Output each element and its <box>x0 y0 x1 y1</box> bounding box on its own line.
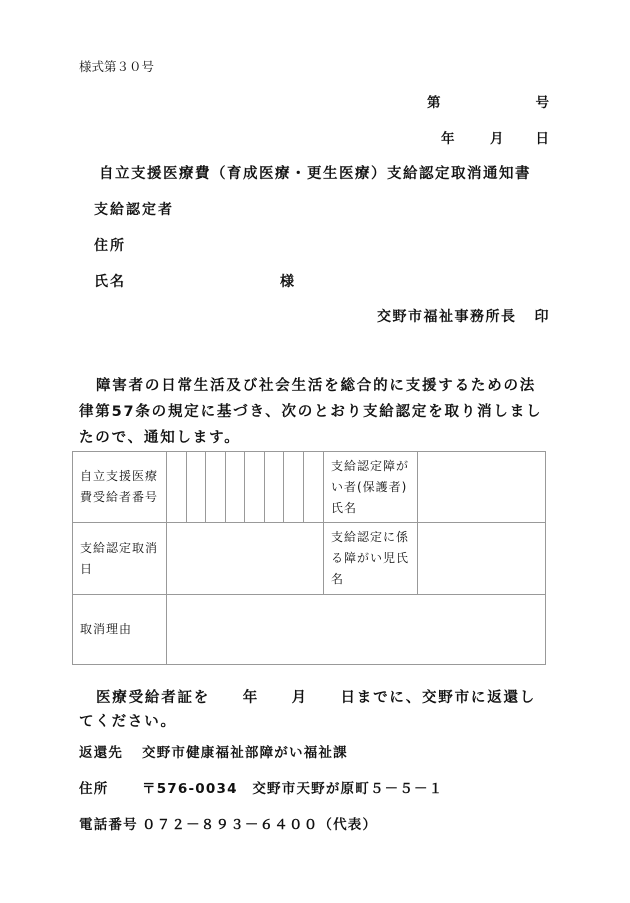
return-destination-label: 返還先 <box>79 745 124 761</box>
table-row <box>73 452 546 523</box>
issuer-name: 交野市福祉事務所長 <box>377 309 517 325</box>
cancellation-date-value <box>167 523 324 595</box>
issuer-line <box>377 306 550 326</box>
document-number-suffix: 号 <box>535 95 549 111</box>
contact-address-value: 〒576-0034 交野市天野が原町５－５－１ <box>142 781 444 797</box>
recipient-number-digit-4 <box>226 452 245 523</box>
date-day-label: 日 <box>535 131 549 147</box>
cancellation-reason-value <box>167 595 546 665</box>
document-title: 自立支援医療費（育成医療・更生医療）支給認定取消通知書 <box>99 166 531 182</box>
recipient-number-label: 自立支援医療費受給者番号 <box>73 452 167 523</box>
return-destination <box>79 741 348 761</box>
recipient-number-digit-8 <box>304 452 324 523</box>
document-number-prefix: 第 <box>427 95 441 111</box>
body-text: 障害者の日常生活及び社会生活を総合的に支援するための法律第57条の規定に基づき、次のとおり支給認定を取り消しましたので、通知します。 <box>79 378 543 446</box>
recipient-honorific: 様 <box>280 274 294 290</box>
recipient-number-digit-1 <box>167 452 187 523</box>
recipient-number-digit-7 <box>284 452 304 523</box>
contact-phone-label: 電話番号 <box>79 817 138 833</box>
recipient-number-digit-5 <box>245 452 265 523</box>
recipient-number-digit-2 <box>187 452 206 523</box>
return-note: 医療受給者証を 年 月 日までに、交野市に返還してください。 <box>79 690 537 730</box>
cancellation-reason-label: 取消理由 <box>73 595 167 665</box>
table-row <box>73 523 546 595</box>
recipient-name-label: 氏名 <box>94 274 126 290</box>
table-row <box>73 595 546 665</box>
contact-address-label: 住所 <box>79 781 109 797</box>
recipient-heading: 支給認定者 <box>94 202 174 218</box>
recipient-address-label: 住所 <box>94 238 126 254</box>
return-destination-value: 交野市健康福祉部障がい福祉課 <box>142 745 348 761</box>
form-number: 様式第３０号 <box>79 59 155 74</box>
date-year-label: 年 <box>441 131 455 147</box>
child-name-label: 支給認定に係る障がい児氏名 <box>324 523 418 595</box>
contact-address <box>79 777 444 797</box>
contact-phone-value: ０７２－８９３－６４００（代表） <box>142 817 378 833</box>
child-name-value <box>418 523 546 595</box>
recipient-number-digit-6 <box>265 452 284 523</box>
details-table <box>72 451 546 665</box>
issuer-seal: 印 <box>534 309 550 325</box>
date-month-label: 月 <box>490 131 504 147</box>
certified-person-name-value <box>418 452 546 523</box>
contact-phone <box>79 813 378 833</box>
cancellation-date-label: 支給認定取消日 <box>73 523 167 595</box>
recipient-number-digit-3 <box>206 452 226 523</box>
certified-person-name-label: 支給認定障がい者(保護者)氏名 <box>324 452 418 523</box>
document-number <box>427 91 549 111</box>
